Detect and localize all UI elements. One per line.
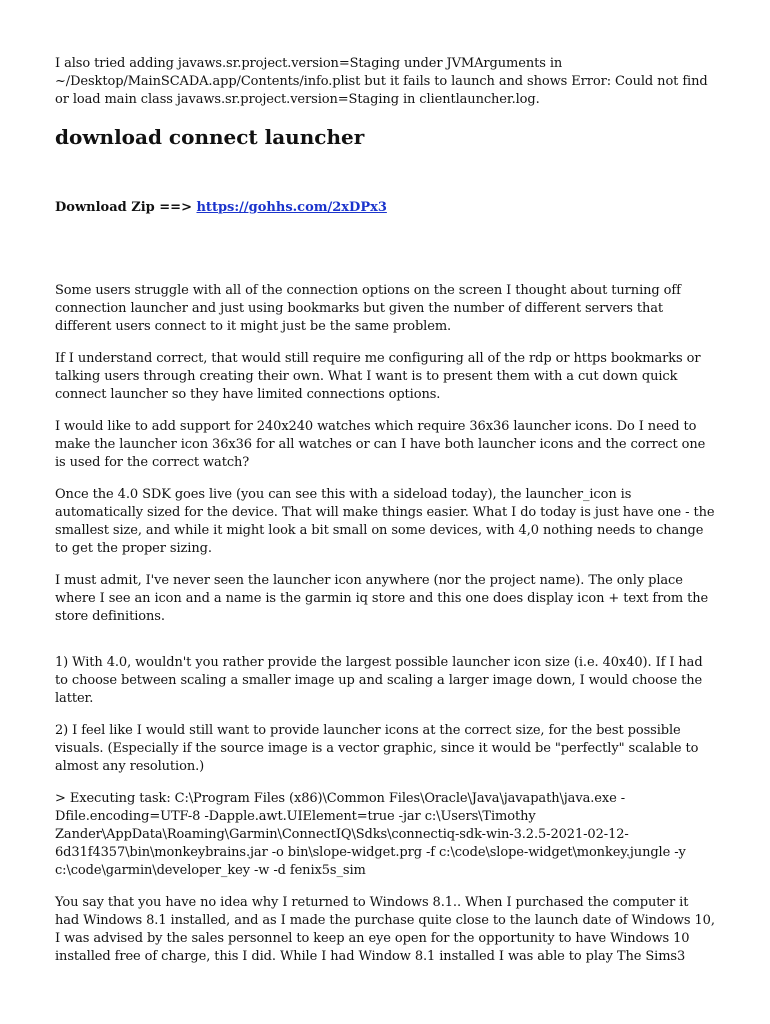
paragraph: 1) With 4.0, wouldn't you rather provide the largest possible launcher icon size (i.e. 40x40). If I had to choose between scaling a smaller image up and scaling a larger image down, I would choose the latter. — [55, 655, 703, 706]
paragraph: Some users struggle with all of the connection options on the screen I thought about turning off connection launcher and just using bookmarks but given the number of different servers that different users connect to it might just be the same problem. — [55, 283, 681, 334]
paragraph: I would like to add support for 240x240 watches which require 36x36 launcher icons. Do I need to make the launcher icon 36x36 for all watches or can I have both launcher icons and the correct one is used for the correct watch? — [55, 419, 706, 470]
page-title: download connect launcher — [55, 125, 365, 149]
paragraph: If I understand correct, that would still require me configuring all of the rdp or https bookmarks or talking users through creating their own. What I want is to present them with a cut down quick connect launcher so they have limited connections options. — [55, 351, 701, 402]
body-paragraphs — [55, 282, 715, 980]
paragraph: I must admit, I've never seen the launcher icon anywhere (nor the project name). The only place where I see an icon and a name is the garmin iq store and this one does display icon + text from the store definitions. — [55, 573, 709, 624]
intro-paragraph: I also tried adding javaws.sr.project.version=Staging under JVMArguments in ~/Desktop/MainSCADA.app/Contents/info.plist but it fails to launch and shows Error: Could not find or load main class javaws.sr.project.version=Staging in clientlauncher.log. — [55, 56, 708, 107]
paragraph: 2) I feel like I would still want to provide launcher icons at the correct size, for the best possible visuals. (Especially if the source image is a vector graphic, since it would be "perfectly" scalable to almost any resolution.) — [55, 723, 699, 774]
download-line — [55, 199, 387, 217]
paragraph: You say that you have no idea why I returned to Windows 8.1.. When I purchased the computer it had Windows 8.1 installed, and as I made the purchase quite close to the launch date of Windows 10, I was advised by the sales personnel to keep an eye open for the opportunity to have Windows 10 installed free of charge, this I did. While I had Window 8.1 installed I was able to play The Sims3 — [55, 895, 715, 964]
download-label: Download Zip ==> — [55, 200, 197, 215]
paragraph: Once the 4.0 SDK goes live (you can see this with a sideload today), the launcher_icon is automatically sized for the device. That will make things easier. What I do today is just have one - the smallest size, and while it might look a bit small on some devices, with 4,0 nothing needs to change to get the proper sizing. — [55, 487, 715, 556]
paragraph: > Executing task: C:\Program Files (x86)\Common Files\Oracle\Java\javapath\java.exe -Dfile.encoding=UTF-8 -Dapple.awt.UIElement=true -jar c:\Users\Timothy Zander\AppData\Roaming\Garmin\ConnectIQ\Sdks\connectiq-sdk-win-3.2.5-2021-02-12-6d31f4357\bin\monkeybrains.jar -o bin\slope-widget.prg -f c:\code\slope-widget\monkey.jungle -y c:\code\garmin\developer_key -w -d fenix5s_sim — [55, 791, 686, 878]
download-link[interactable]: https://gohhs.com/2xDPx3 — [196, 200, 387, 215]
